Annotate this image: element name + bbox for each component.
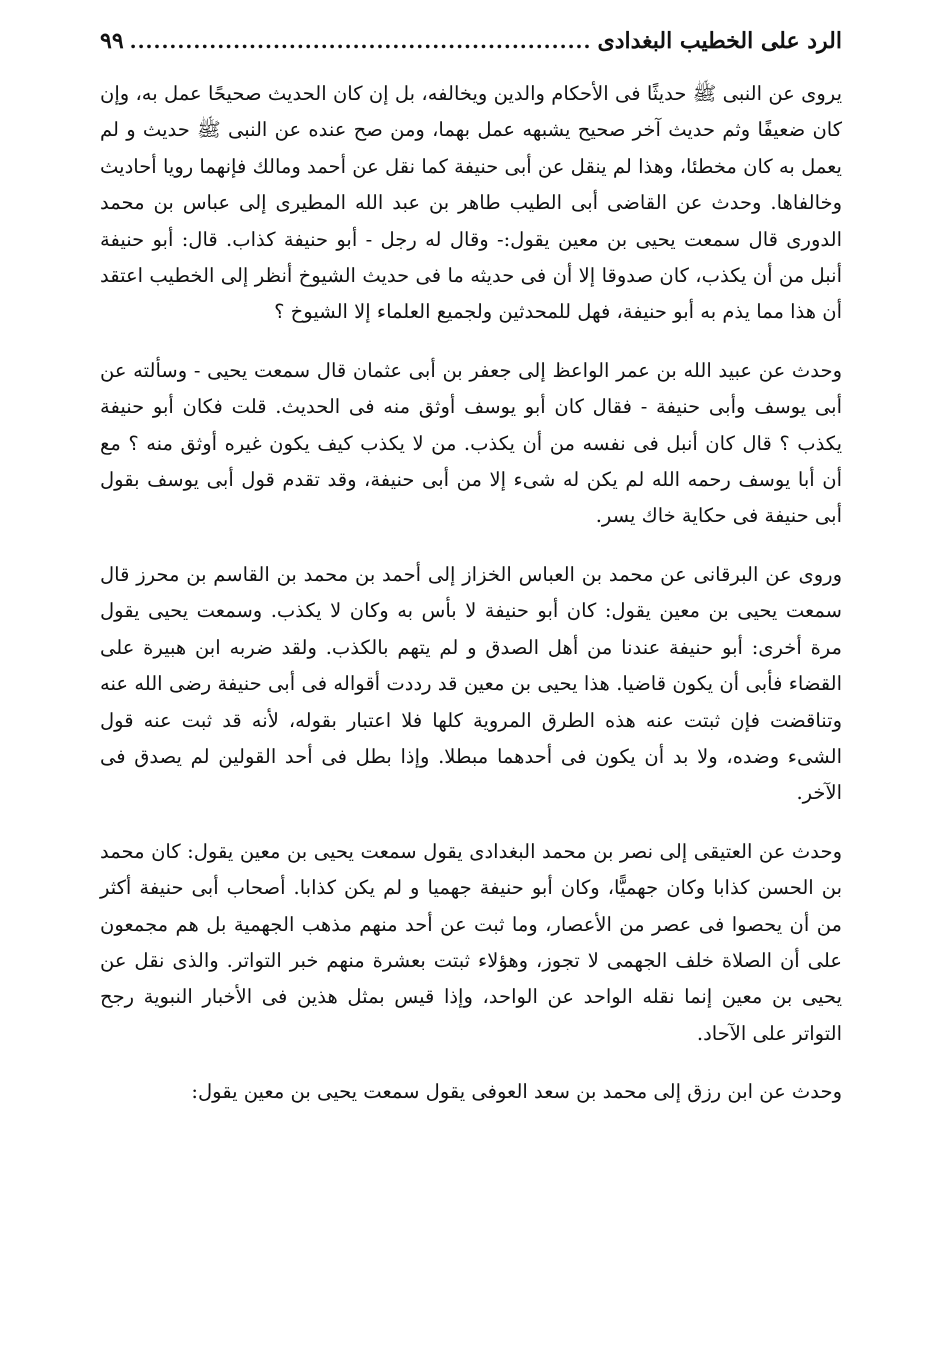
paragraph-3: وروى عن البرقانى عن محمد بن العباس الخزاز إلى أحمد بن محمد بن القاسم بن محرز قال سمعت يحيى بن معين يقول: كان أبو حنيفة لا بأس به وكان لا يكذب. وسمعت يحيى يقول مرة أخرى: أبو حنيفة عندنا من أهل الصدق و لم يتهم بالكذب. ولقد ضربه ابن هبيرة على القضاء فأبى أن يكون قاضيا. هذا يحيى بن معين قد رددت أقواله فى أبى حنيفة رضى الله عنه وتناقضت فإن ثبتت عنه هذه الطرق المروية كلها فلا اعتبار بقوله، لأنه قد ثبت عنه قول الشىء وضده، ولا بد أن يكون فى أحدهما مبطلا. وإذا بطل فى أحد القولين لم يصدق فى الآخر.: [100, 562, 842, 805]
header-leader-dots: [128, 29, 592, 53]
paragraph-5: وحدث عن ابن رزق إلى محمد بن سعد العوفى يقول سمعت يحيى بن معين يقول:: [191, 1080, 842, 1104]
header-title: الرد على الخطيب البغدادى: [597, 28, 842, 54]
page-number: ٩٩: [100, 28, 124, 54]
running-header: [100, 28, 842, 76]
book-page: [100, 28, 842, 1111]
paragraph-4: وحدث عن العتيقى إلى نصر بن محمد البغدادى يقول سمعت يحيى بن معين يقول: كان محمد بن الحسن كذابا وكان جهميًّا، وكان أبو حنيفة جهميا و لم يكن كذابا. أصحاب أبى حنيفة أكثر من أن يحصوا فى عصر من الأعصار، وما ثبت عن أحد منهم مذهب الجهمية بل هم مجمعون على أن الصلاة خلف الجهمى لا تجوز، وهؤلاء ثبتت بعشرة منهم خبر التواتر. والذى نقل عن يحيى بن معين إنما نقله الواحد عن الواحد، وإذا قيس بمثل هذين فى الأخبار النبوية رجح التواتر على الآحاد.: [100, 839, 842, 1045]
paragraph-1: يروى عن النبى ﷺ حديثًا فى الأحكام والدين ويخالفه، بل إن كان الحديث صحيحًا عمل به، وإن كان ضعيفًا وثم حديث آخر صحيح يشبهه عمل بهما، ومن صح عنده عن النبى ﷺ حديث و لم يعمل به كان مخطئا، وهذا لم ينقل عن أبى حنيفة كما نقل عن أحمد ومالك فإنهما رويا أحاديث وخالفاها. وحدث عن القاضى أبى الطيب طاهر بن عبد الله المطيرى إلى عباس بن محمد الدورى قال سمعت يحيى بن معين يقول:- وقال له رجل - أبو حنيفة كذاب. قال: أبو حنيفة أنبل من أن يكذب، كان صدوقا إلا أن فى حديثه ما فى حديث الشيوخ أنظر إلى الخطيب اعتقد أن هذا مما يذم به أبو حنيفة، فهل للمحدثين ولجميع العلماء إلا الشيوخ ؟: [100, 82, 842, 324]
paragraph-2: وحدث عن عبيد الله بن عمر الواعظ إلى جعفر بن أبى عثمان قال سمعت يحيى - وسألته عن أبى يوسف وأبى حنيفة - فقال كان أبو يوسف أوثق منه فى الحديث. قلت فكان أبو حنيفة يكذب ؟ قال كان أنبل فى نفسه من أن يكذب. من لا يكذب كيف يكون غيره أوثق منه ؟ مع أن أبا يوسف رحمه الله لم يكن له شىء إلا من أبى حنيفة، وقد تقدم قول أبى يوسف بقول أبى حنيفة فى حكاية خاك يسر.: [100, 358, 842, 528]
